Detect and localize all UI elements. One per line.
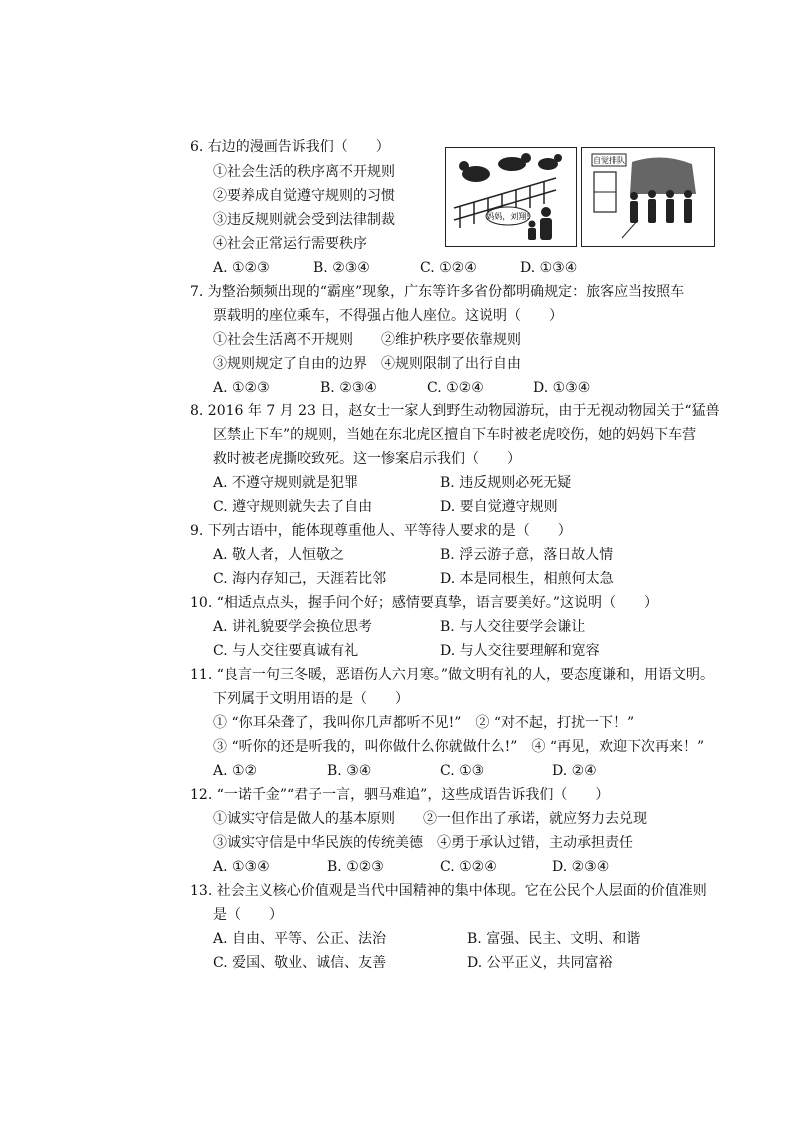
- cartoon-left-caption: 妈妈，刘翔!: [486, 212, 530, 221]
- q9-stem: 9. 下列古语中，能体现尊重他人、平等待人要求的是（ ）: [190, 523, 572, 539]
- q11-options-line-2: ③ “听你的还是听我的，叫你做什么你就做什么!” ④ “再见，欢迎下次再来！”: [213, 739, 705, 755]
- q8-choice-b: B. 违反规则必死无疑: [440, 475, 572, 491]
- q8-stem-line-3: 救时被老虎撕咬致死。这一惨案启示我们（ ）: [213, 451, 521, 467]
- q7-choice-c: C. ①②④: [427, 380, 484, 396]
- q12-choice-d: D. ②③④: [552, 859, 610, 875]
- q6-choice-d: D. ①③④: [520, 260, 578, 276]
- q11-choice-d: D. ②④: [552, 763, 597, 779]
- q9-choice-d: D. 本是同根生，相煎何太急: [440, 571, 614, 587]
- q13-choice-a: A. 自由、平等、公正、法治: [213, 931, 387, 947]
- q13-choice-c: C. 爱国、敬业、诚信、友善: [213, 955, 387, 971]
- q11-choice-a: A. ①②: [213, 763, 258, 779]
- q10-choice-b: B. 与人交往要学会谦让: [440, 619, 586, 635]
- q6-choice-b: B. ②③④: [313, 260, 370, 276]
- q9-choice-b: B. 浮云游子意，落日故人情: [440, 547, 614, 563]
- q13-stem-line-1: 13. 社会主义核心价值观是当代中国精神的集中体现。它在公民个人层面的价值准则: [190, 883, 707, 899]
- q7-options-line-2: ③规则规定了自由的边界 ④规则限制了出行自由: [213, 356, 521, 372]
- q13-choice-b: B. 富强、民主、文明、和谐: [467, 931, 641, 947]
- q11-choice-c: C. ①③: [440, 763, 485, 779]
- q7-stem-line-1: 7. 为整治频频出现的“霸座”现象，广东等许多省份都明确规定：旅客应当按照车: [190, 284, 685, 300]
- q7-stem-line-2: 票载明的座位乘车，不得强占他人座位。这说明（ ）: [213, 308, 563, 324]
- cartoon-right-illustration: [582, 148, 714, 246]
- q6-option-4: ④社会正常运行需要秩序: [213, 236, 367, 252]
- q9-choice-c: C. 海内存知己，天涯若比邻: [213, 571, 387, 587]
- q8-stem-line-1: 8. 2016 年 7 月 23 日，赵女士一家人到野生动物园游玩，由于无视动物园关于“猛兽: [190, 403, 720, 419]
- q10-stem: 10. “相适点点头，握手问个好；感情要真挚，语言要美好。”这说明（ ）: [190, 595, 659, 611]
- q8-choice-a: A. 不遵守规则就是犯罪: [213, 475, 359, 491]
- q10-choice-d: D. 与人交往要理解和宽容: [440, 643, 600, 659]
- cartoon-left-illustration: [446, 148, 576, 246]
- q6-stem: 6. 右边的漫画告诉我们（ ）: [190, 139, 390, 155]
- q6-option-2: ②要养成自觉遵守规则的习惯: [213, 188, 395, 204]
- q11-stem-line-2: 下列属于文明用语的是（ ）: [213, 691, 409, 707]
- q11-stem-line-1: 11. “良言一句三冬暖，恶语伤人六月寒。”做文明有礼的人，要态度谦和，用语文明。: [190, 667, 715, 683]
- q13-choice-d: D. 公平正义，共同富裕: [467, 955, 613, 971]
- q9-choice-a: A. 敬人者，人恒敬之: [213, 547, 345, 563]
- q12-choice-b: B. ①②③: [327, 859, 384, 875]
- q10-choice-a: A. 讲礼貌要学会换位思考: [213, 619, 373, 635]
- q12-options-line-2: ③诚实守信是中华民族的传统美德 ④勇于承认过错，主动承担责任: [213, 835, 633, 851]
- q6-option-3: ③违反规则就会受到法律制裁: [213, 212, 395, 228]
- q12-choice-a: A. ①③④: [213, 859, 270, 875]
- q12-options-line-1: ①诚实守信是做人的基本原则 ②一但作出了承诺，就应努力去兑现: [213, 811, 647, 827]
- cartoon-right-sign: 自觉排队: [593, 156, 625, 165]
- cartoon-right-panel: [581, 147, 715, 247]
- q6-option-1: ①社会生活的秩序离不开规则: [213, 164, 395, 180]
- q7-choice-a: A. ①②③: [213, 380, 270, 396]
- q7-choice-d: D. ①③④: [533, 380, 591, 396]
- q11-options-line-1: ① “你耳朵聋了，我叫你几声都听不见!” ② “对不起，打扰一下！”: [213, 715, 635, 731]
- q6-choice-a: A. ①②③: [213, 260, 270, 276]
- q12-choice-c: C. ①②④: [440, 859, 497, 875]
- q10-choice-c: C. 与人交往要真诚有礼: [213, 643, 359, 659]
- q11-choice-b: B. ③④: [327, 763, 372, 779]
- q8-choice-c: C. 遵守规则就失去了自由: [213, 499, 373, 515]
- cartoon-left-panel: [445, 147, 577, 247]
- q6-choice-c: C. ①②④: [420, 260, 477, 276]
- q7-options-line-1: ①社会生活离不开规则 ②维护秩序要依靠规则: [213, 332, 521, 348]
- q8-stem-line-2: 区禁止下车”的规则，当她在东北虎区擅自下车时被老虎咬伤，她的妈妈下车营: [213, 427, 697, 443]
- q13-stem-line-2: 是（ ）: [213, 907, 283, 923]
- q12-stem: 12. “一诺千金”“君子一言，驷马难追”，这些成语告诉我们（ ）: [190, 787, 610, 803]
- q8-choice-d: D. 要自觉遵守规则: [440, 499, 558, 515]
- q7-choice-b: B. ②③④: [320, 380, 377, 396]
